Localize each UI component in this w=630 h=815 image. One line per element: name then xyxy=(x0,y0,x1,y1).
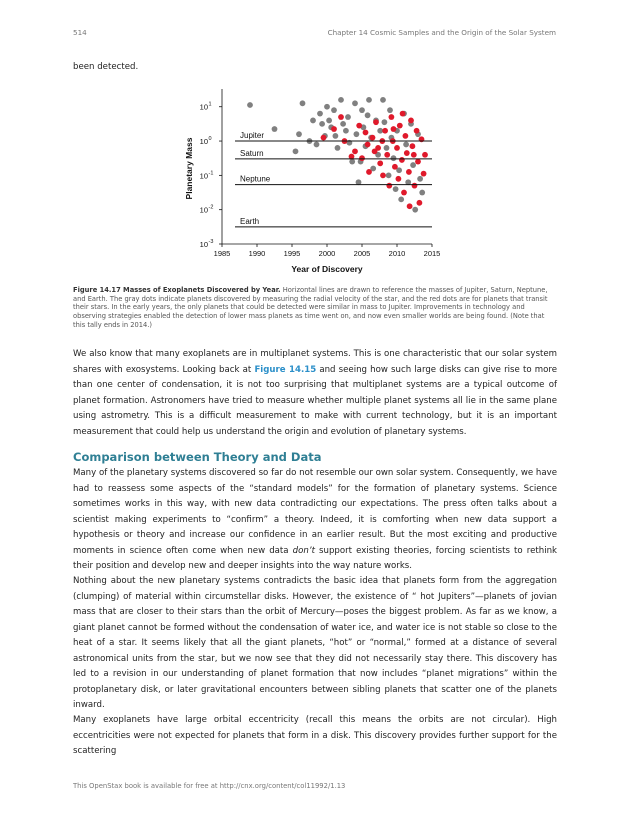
radial-velocity-dot xyxy=(296,131,302,137)
radial-velocity-dot xyxy=(343,128,349,134)
radial-velocity-dot xyxy=(403,142,409,148)
y-tick-exponent: 1 xyxy=(208,101,212,108)
radial-velocity-dot xyxy=(386,172,392,178)
transit-dot xyxy=(421,171,427,177)
y-tick-exponent: -1 xyxy=(208,170,214,177)
radial-velocity-dot xyxy=(366,97,372,103)
paragraph-4: Many exoplanets have large orbital eccentricity (recall this means the orbits are not circular). High eccentricities were not expected for planets that form in a disk. This discovery provides further support for the scattering xyxy=(73,715,557,756)
radial-velocity-dot xyxy=(398,196,404,202)
x-tick-label: 1990 xyxy=(248,249,266,258)
transit-dot xyxy=(389,114,395,120)
radial-velocity-dot xyxy=(380,97,386,103)
radial-velocity-dot xyxy=(410,162,416,168)
radial-velocity-dot xyxy=(393,186,399,192)
radial-velocity-dot xyxy=(326,118,332,124)
transit-dot xyxy=(356,123,362,129)
radial-velocity-dot xyxy=(345,114,351,120)
radial-velocity-dot xyxy=(340,121,346,127)
transit-dot xyxy=(363,130,369,136)
transit-dot xyxy=(373,119,379,125)
x-tick-label: 2005 xyxy=(353,249,371,258)
transit-dot xyxy=(407,203,413,209)
radial-velocity-dot xyxy=(333,133,339,139)
para1-end: and seeing how such large disks can give rise to more than one center of condensation, it is not too surprising that multiplanet systems are a typical outcome of planet formation. Astronomers have tried to measure whether multiple planet systems all lie in the same plane using astrometry. This is a difficult measurement to make with current technology, but it is an important measurement that could help us understand the origin and evolution of planetary systems. xyxy=(73,364,558,437)
transit-dot xyxy=(382,128,388,134)
paragraph-3: Nothing about the new planetary systems contradicts the basic idea that planets form from the aggregation (clumping) of material within circumstellar disks. However, the existence of “ hot Jupiters”—planets of jovian mass that are closer to their stars than the orbit of Mercury—poses the biggest problem. As far as we know, a giant planet cannot be formed without the condensation of water ice, and water ice is not stable so close to the heat of a star. It seems likely that all the giant planets, “hot” or “normal,” formed at a distance of several astronomical units from the star, but we now see that they did not necessarily stay there. This discovery has led to a revision in our understanding of planet formation that now includes “planet migrations” within the protoplanetary disk, or later gravitational encounters between sibling planets that scatter one of the planets inward. xyxy=(73,576,557,710)
radial-velocity-dot xyxy=(310,118,316,124)
intro-fragment: been detected. xyxy=(73,62,139,72)
radial-velocity-dot xyxy=(319,121,325,127)
transit-dot xyxy=(422,152,428,158)
radial-velocity-dot xyxy=(317,111,323,117)
transit-dot xyxy=(338,114,344,120)
para2-emphasis: don’t xyxy=(292,545,315,556)
radial-velocity-dot xyxy=(352,100,358,106)
transit-dot xyxy=(384,152,390,158)
x-axis-title: Year of Discovery xyxy=(291,264,363,274)
transit-dot xyxy=(408,118,414,124)
transit-dot xyxy=(352,148,358,154)
para2-start: Many of the planetary systems discovered so far do not resemble our own solar system. Consequently, we have had to reassess some aspects of the “standard models” for the formation of planetary systems. Science sometimes works in this way, with new data contradicting our expectations. The press often talks about a scientist making experiments to “confirm” a theory. Indeed, it is comforting when new data support a hypothesis or theory and increase our confidence in an earlier result. But the most exciting and productive moments in science often come when new data xyxy=(73,468,557,556)
caption-text: Horizontal lines are drawn to reference the masses of Jupiter, Saturn, Neptune, and Earth. The gray dots indicate planets discovered by measuring the radial velocity of the star, and the red dots are for planets that transit their stars. In the early years, the only planets that could be detected were similar in mass to Jupiter. Improvements in technology and observing strategies enabled the detection of lower mass planets as time went on, and now even smaller worlds are being found. (Note that this tally ends in 2014.) xyxy=(73,286,548,329)
x-tick-label: 2015 xyxy=(423,249,441,258)
radial-velocity-dot xyxy=(338,97,344,103)
para2-end: support existing theories, forcing scientists to rethink their position and develop new and deeper insights into the way nature works. xyxy=(73,545,558,571)
y-tick-label: 10 xyxy=(199,137,208,147)
page-number: 514 xyxy=(73,28,87,37)
paragraph-2 xyxy=(73,466,557,575)
transit-dot xyxy=(400,111,406,117)
figure-caption xyxy=(73,286,557,330)
y-axis-title: Planetary Mass xyxy=(184,137,194,200)
transit-dot xyxy=(366,169,372,175)
x-tick-label: 2010 xyxy=(388,249,406,258)
radial-velocity-dot xyxy=(354,131,360,137)
transit-dot xyxy=(365,142,371,148)
radial-velocity-dot xyxy=(382,119,388,125)
reference-label-saturn: Saturn xyxy=(240,148,264,158)
x-tick-label: 1985 xyxy=(213,249,231,258)
transit-dot xyxy=(380,172,386,178)
radial-velocity-dot xyxy=(331,107,337,113)
transit-dot xyxy=(391,126,397,132)
y-tick-label: 10 xyxy=(199,102,208,112)
radial-velocity-dot xyxy=(387,107,393,113)
radial-velocity-dot xyxy=(293,148,299,154)
chapter-header: Chapter 14 Cosmic Samples and the Origin of the Solar System xyxy=(327,28,556,37)
transit-dot xyxy=(414,128,420,134)
para1-start: We also know that many exoplanets are in multiplanet systems. This is one characteristic that our solar system shares with exosystems. Looking back at xyxy=(73,349,557,375)
transit-dot xyxy=(331,126,337,132)
transit-dot xyxy=(321,135,327,141)
footer-note: This OpenStax book is available for free at http://cnx.org/content/col11992/1.13 xyxy=(73,782,346,790)
section-heading: Comparison between Theory and Data xyxy=(73,450,322,464)
paragraph-1 xyxy=(73,347,557,440)
transit-dot xyxy=(386,183,392,189)
transit-dot xyxy=(417,200,423,206)
reference-label-neptune: Neptune xyxy=(240,174,271,184)
transit-dot xyxy=(415,159,421,165)
radial-velocity-dot xyxy=(417,176,423,182)
reference-label-earth: Earth xyxy=(240,216,260,226)
transit-dot xyxy=(410,143,416,149)
transit-dot xyxy=(397,123,403,129)
transit-dot xyxy=(401,190,407,196)
x-tick-label: 2000 xyxy=(318,249,336,258)
transit-dot xyxy=(403,133,409,139)
transit-dot xyxy=(372,148,378,154)
radial-velocity-dot xyxy=(324,104,330,110)
transit-dot xyxy=(370,135,376,141)
radial-velocity-dot xyxy=(391,155,397,161)
radial-velocity-dot xyxy=(365,112,371,118)
transit-dot xyxy=(394,145,400,151)
y-tick-exponent: -2 xyxy=(208,204,214,211)
transit-dot xyxy=(392,164,398,170)
reference-label-jupiter: Jupiter xyxy=(240,131,265,141)
radial-velocity-dot xyxy=(349,159,355,165)
radial-velocity-dot xyxy=(272,126,278,132)
y-tick-label: 10 xyxy=(199,171,208,181)
radial-velocity-dot xyxy=(419,190,425,196)
radial-velocity-dot xyxy=(314,142,320,148)
y-tick-label: 10 xyxy=(199,240,208,249)
radial-velocity-dot xyxy=(359,107,365,113)
radial-velocity-dot xyxy=(412,207,418,213)
radial-velocity-dot xyxy=(300,100,306,106)
transit-dot xyxy=(377,160,383,166)
y-tick-exponent: -3 xyxy=(208,239,214,245)
transit-dot xyxy=(399,157,405,163)
exoplanet-mass-chart xyxy=(73,85,493,281)
transit-dot xyxy=(412,183,418,189)
transit-dot xyxy=(411,152,417,158)
radial-velocity-dot xyxy=(247,102,253,108)
figure-link[interactable]: Figure 14.15 xyxy=(254,364,317,375)
radial-velocity-dot xyxy=(384,145,390,151)
radial-velocity-dot xyxy=(335,145,341,151)
x-tick-label: 1995 xyxy=(283,249,301,258)
transit-dot xyxy=(359,155,365,161)
caption-label: Figure 14.17 Masses of Exoplanets Discovered by Year. xyxy=(73,286,281,294)
transit-dot xyxy=(404,150,410,156)
y-tick-exponent: 0 xyxy=(208,136,212,143)
transit-dot xyxy=(406,169,412,175)
transit-dot xyxy=(396,176,402,182)
y-tick-label: 10 xyxy=(199,205,208,215)
